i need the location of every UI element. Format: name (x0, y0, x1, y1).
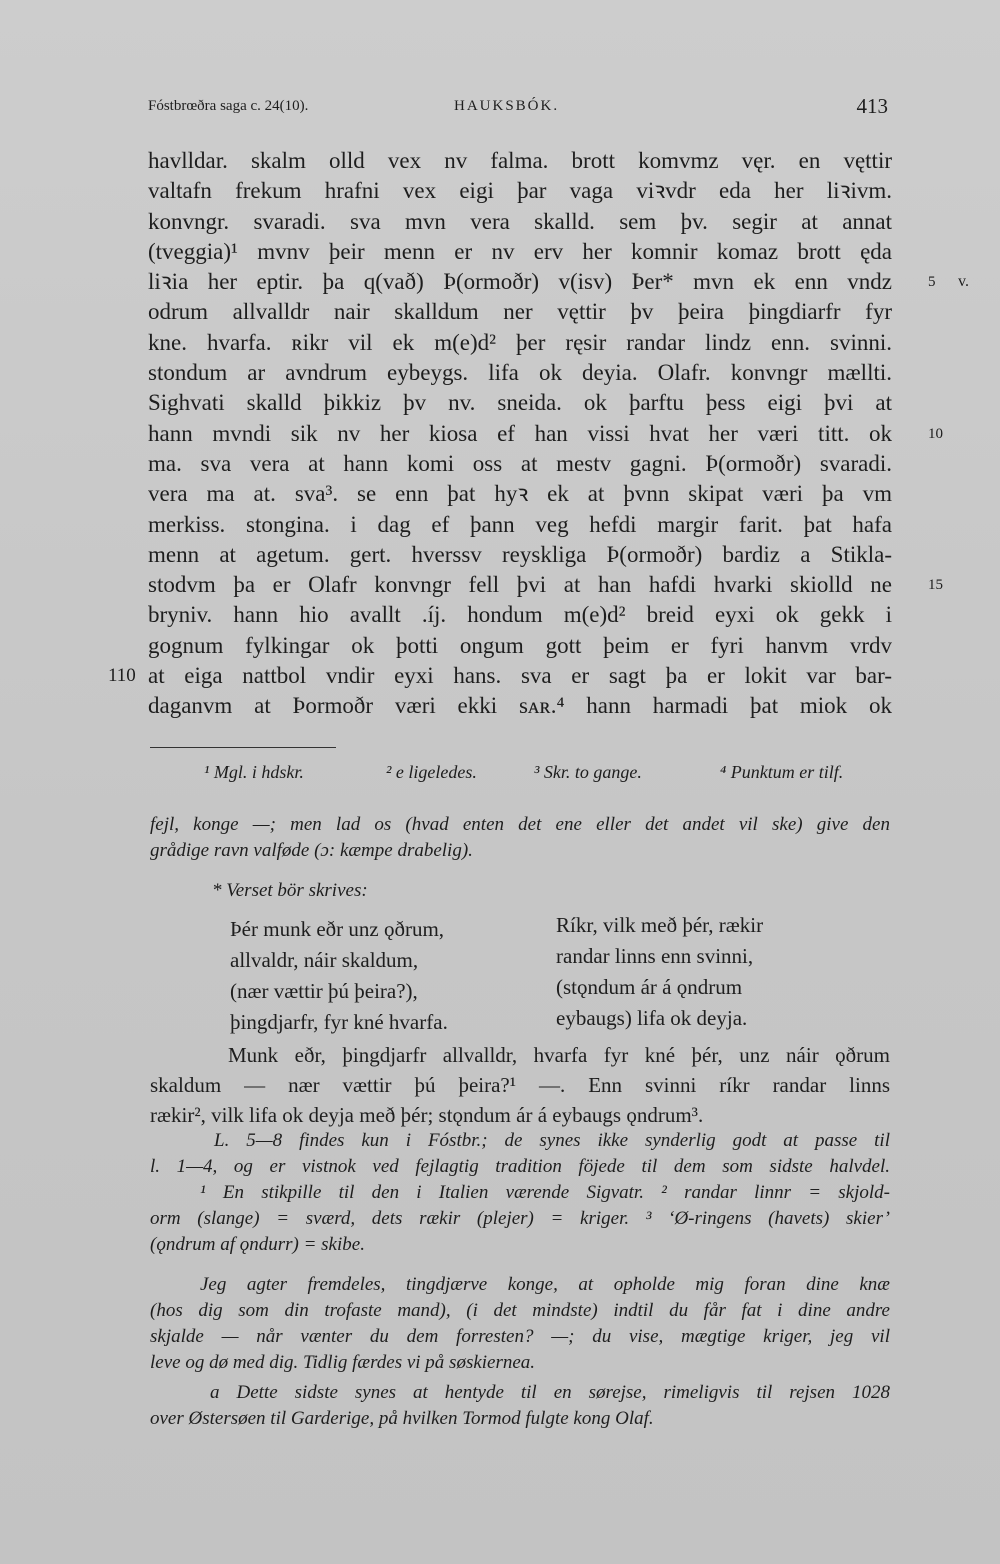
main-line: merkiss. stongina. i dag ef þann veg hefdi margir farit. þat hafa (148, 511, 892, 537)
main-line: valtafn frekum hrafni vex eigi þar vaga viꝛvdr eda her liꝛivm. (148, 178, 892, 204)
main-line: stondum ar avndrum eybeygs. lifa ok deyia. Olafr. konvngr mællti. (148, 360, 892, 386)
footnote-line: a Dette sidste synes at hentyde til en sørejse, rimeligvis til rejsen 1028 (210, 1382, 890, 1403)
main-line: (tveggia)¹ mvnv þeir menn er nv erv her komnir komaz brott ęda (148, 238, 892, 264)
main-line: hann mvndi sik nv her kiosa ef han vissi hvat her væri titt. ok 10 (148, 419, 892, 449)
main-line: odrum allvalldr nair skalldum ner vęttir þv þeira þingdiarfr fyr (148, 299, 892, 325)
line-number: 10 (928, 425, 943, 442)
header-left: Fóstbrœðra saga c. 24(10). (148, 98, 309, 114)
main-line: at eiga nattbol vndir eyxi hans. sva er sagt þa er lokit var bar- 110 (148, 661, 892, 691)
main-line: stodvm þa er Olafr konvngr fell þvi at han hafdi hvarki skiolld ne 15 (148, 570, 892, 600)
translation-2 (150, 1272, 890, 1376)
main-text (108, 146, 969, 722)
verse-marker: v. (958, 273, 969, 291)
footnote: ⁴ Punktum er tilf. (720, 762, 844, 782)
prose-line: Munk eðr, þingdjarfr allvalldr, hvarfa fyr kné þér, unz náir ǫðrum (228, 1043, 890, 1067)
main-line: Sighvati skalld þikkiz þv nv. sneida. ok þarftu þess eigi þvi at (148, 390, 892, 416)
main-line: konvngr. svaradi. sva mvn vera skalld. sem þv. segir at annat (148, 208, 892, 234)
main-line: havlldar. skalm olld vex nv falma. brott komvmz vęr. en vęttir (148, 148, 892, 173)
note-line: l. 1—4, og er vistnok ved fejlagtig tradition föjede til dem som sidste halvdel. (150, 1156, 890, 1177)
verse-line: eybaugs) lifa ok deyja. (556, 1006, 748, 1030)
footnote: ³ Skr. to gange. (534, 762, 642, 782)
prose-order (150, 1040, 890, 1130)
main-line: menn at agetum. gert. hverssv reyskliga Þ(ormoðr) bardiz a Stikla- (148, 541, 892, 567)
main-line: daganvm at Þormoðr væri ekki sᴀʀ.⁴ hann harmadi þat miok ok (148, 693, 892, 719)
verse-line: allvaldr, náir skaldum, (230, 948, 419, 972)
line-number: 15 (928, 577, 943, 594)
translation-line: fejl, konge —; men lad os (hvad enten det ene eller det andet vil ske) give den (150, 814, 890, 835)
prose-line: rækir², vilk lifa ok deyja með þér; stǫndum ár á eybaugs ǫndrum³. (150, 1103, 704, 1127)
translation-line: grådige ravn valføde (ɔ: kæmpe drabelig). (150, 840, 473, 861)
translation-line: Jeg agter fremdeles, tingdjærve konge, at opholde mig foran dine knæ (200, 1274, 890, 1295)
page-number: 413 (856, 94, 888, 118)
footnote-rule (150, 747, 336, 748)
footnote-a (150, 1380, 890, 1432)
verse-left (230, 914, 448, 1038)
main-line: kne. hvarfa. ʀikr vil ek m(e)d² þer ręsir randar lindz enn. svinni. (148, 329, 892, 355)
translation-line: (hos dig som din trofaste mand), (i det mindste) indtil du får fat i dine andre (150, 1300, 890, 1321)
header-title: HAUKSBÓK. (454, 98, 560, 114)
note-line: L. 5—8 findes kun i Fóstbr.; de synes ikke synderlig godt at passe til (214, 1130, 890, 1151)
footnote: ¹ Mgl. i hdskr. (204, 762, 304, 782)
main-line: vera ma at. sva³. se enn þat hyꝛ ek at þvnn skipat væri þa vm (148, 481, 892, 507)
verse-right (556, 910, 763, 1034)
verse-line: þingdjarfr, fyr kné hvarfa. (230, 1010, 448, 1034)
main-line: liꝛia her eptir. þa q(vað) Þ(ormoðr) v(isv) Þer* mvn ek enn vndz 5 v. (148, 267, 892, 297)
footnotes (200, 762, 900, 788)
note-line: ¹ En stikpille til den i Italien værende Sigvatr. ² randar linnr = skjold- (200, 1182, 890, 1203)
note-line: orm (slange) = sværd, dets rækir (plejer) = kriger. ³ ‘Ø-ringens (havets) skier’ (150, 1208, 890, 1229)
notes (150, 1128, 890, 1258)
note-line: (ǫndrum af ǫndurr) = skibe. (150, 1234, 365, 1255)
verse-line: randar linns enn svinni, (556, 944, 754, 968)
footnote: ² e ligeledes. (386, 762, 477, 782)
translation (150, 812, 890, 864)
prose-line: skaldum — nær vættir þú þeira?¹ —. Enn svinni ríkr randar linns (150, 1073, 890, 1097)
verse-heading: * Verset bör skrives: (212, 880, 368, 901)
verse-line: (nær vættir þú þeira?), (230, 979, 418, 1003)
translation-line: skjalde — når vænter du dem forresten? —; du vise, mægtige kriger, jeg vil (150, 1326, 890, 1347)
verse-line: Ríkr, vilk með þér, rækir (556, 913, 764, 937)
translation-line: leve og dø med dig. Tidlig færdes vi på søskiernea. (150, 1352, 536, 1373)
running-header (148, 94, 888, 124)
main-line: ma. sva vera at hann komi oss at mestv gagni. Þ(ormoðr) svaradi. (148, 450, 892, 476)
line-number: 5 (928, 274, 936, 291)
main-line: gognum fylkingar ok þotti ongum gott þeim er fyri hanvm vrdv (148, 632, 892, 658)
verse-line: (stǫndum ár á ǫndrum (556, 975, 743, 999)
main-line: bryniv. hann hio avallt .íj. hondum m(e)d² breid eyxi ok gekk i (148, 602, 892, 628)
verse-line: Þér munk eðr unz ǫðrum, (230, 917, 445, 941)
line-number: 110 (108, 665, 136, 687)
footnote-line: over Østersøen til Garderige, på hvilken Tormod fulgte kong Olaf. (150, 1408, 654, 1429)
